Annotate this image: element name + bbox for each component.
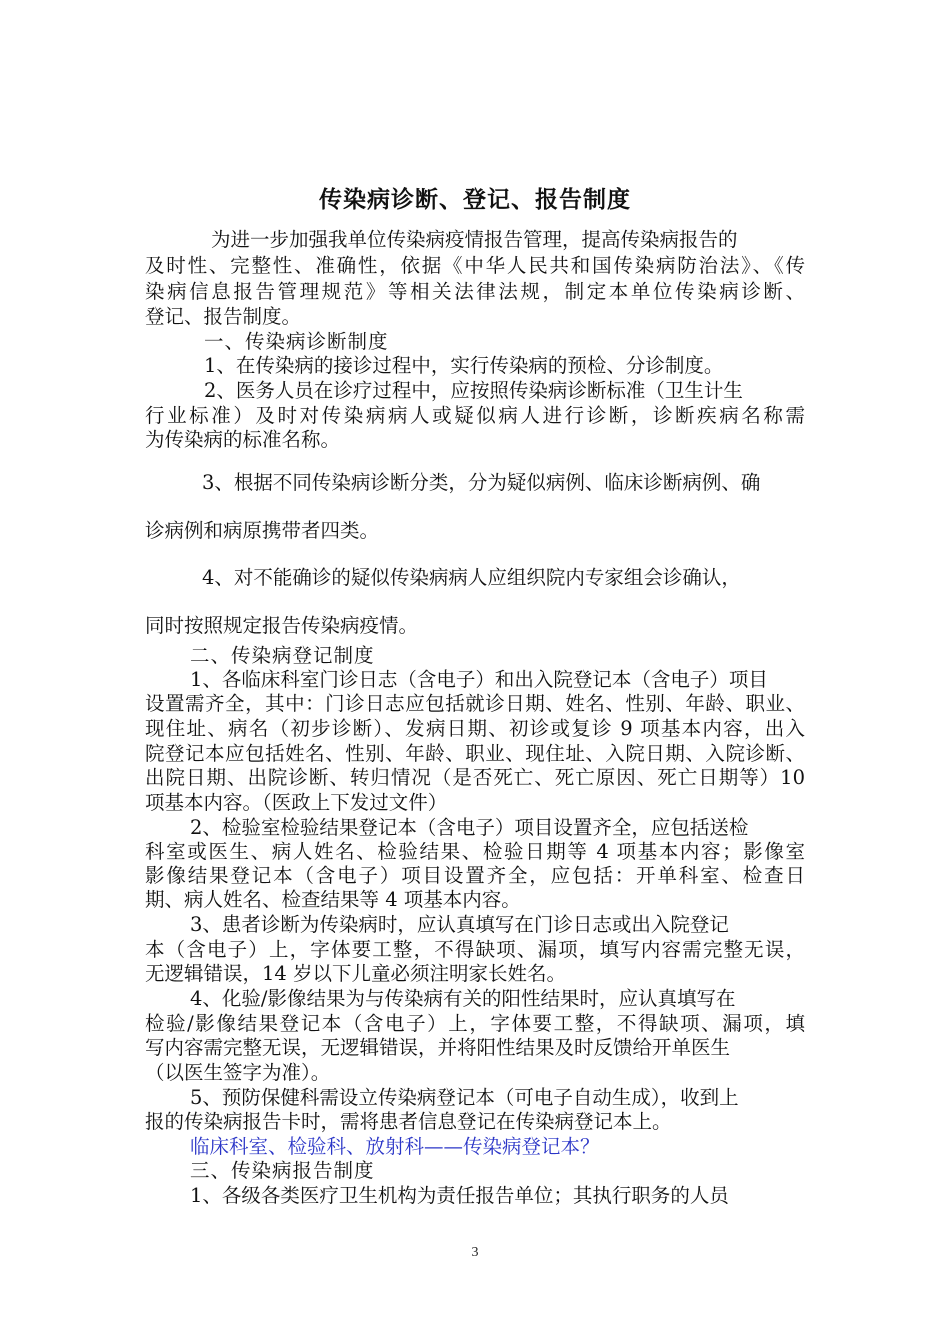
- section2-line-6: 项基本内容。（医政上下发过文件）: [145, 791, 448, 814]
- document-title: 传染病诊断、登记、报告制度: [319, 187, 631, 213]
- section1-line-6: 诊病例和病原携带者四类。: [145, 519, 380, 542]
- section2-line-10: 期、病人姓名、检查结果等 4 项基本内容。: [145, 888, 521, 911]
- section2-line-17: （以医生签字为准）。: [145, 1061, 331, 1084]
- section1-heading: 一、传染病诊断制度: [204, 330, 389, 353]
- page-number: 3: [471, 1245, 479, 1260]
- section2-line-2: 设置需齐全，其中：门诊日志应包括就诊日期、姓名、性别、年龄、职业、: [145, 692, 805, 715]
- section2-line-15: 检验/影像结果登记本（含电子）上，字体要工整，不得缺项、漏项，填: [145, 1012, 805, 1035]
- intro-line-3: 染病信息报告管理规范》等相关法律法规，制定本单位传染病诊断、: [145, 280, 805, 303]
- section2-line-19: 报的传染病报告卡时，需将患者信息登记在传染病登记本上。: [145, 1110, 672, 1133]
- section2-line-14: 4、化验/影像结果为与传染病有关的阳性结果时，应认真填写在: [190, 987, 736, 1010]
- section2-line-5: 出院日期、出院诊断、转归情况（是否死亡、死亡原因、死亡日期等）10: [145, 766, 805, 789]
- section2-line-12: 本（含电子）上，字体要工整，不得缺项、漏项，填写内容需完整无误，: [145, 938, 805, 961]
- intro-line-2: 及时性、完整性、准确性，依据《中华人民共和国传染病防治法》、《传: [145, 254, 805, 277]
- section3-heading: 三、传染病报告制度: [190, 1159, 375, 1182]
- section1-line-4: 为传染病的标准名称。: [145, 428, 341, 451]
- section2-line-11: 3、患者诊断为传染病时，应认真填写在门诊日志或出入院登记: [190, 913, 729, 936]
- section2-line-1: 1、各临床科室门诊日志（含电子）和出入院登记本（含电子）项目: [190, 668, 768, 691]
- section1-line-1: 1、在传染病的接诊过程中，实行传染病的预检、分诊制度。: [204, 354, 724, 377]
- intro-line-4: 登记、报告制度。: [145, 305, 302, 328]
- section2-note: 临床科室、检验科、放射科——传染病登记本？: [190, 1135, 600, 1158]
- section3-line-1: 1、各级各类医疗卫生机构为责任报告单位；其执行职务的人员: [190, 1184, 729, 1207]
- intro-line-1: 为进一步加强我单位传染病疫情报告管理，提高传染病报告的: [211, 228, 738, 251]
- section1-line-8: 同时按照规定报告传染病疫情。: [145, 614, 419, 637]
- section1-line-2: 2、医务人员在诊疗过程中，应按照传染病诊断标准（卫生计生: [204, 379, 743, 402]
- section2-line-4: 院登记本应包括姓名、性别、年龄、职业、现住址、入院日期、入院诊断、: [145, 742, 805, 765]
- section2-line-18: 5、预防保健科需设立传染病登记本（可电子自动生成），收到上: [190, 1086, 739, 1109]
- section2-line-8: 科室或医生、病人姓名、检验结果、检验日期等 4 项基本内容；影像室: [145, 840, 805, 863]
- section2-line-13: 无逻辑错误，14 岁以下儿童必须注明家长姓名。: [145, 962, 567, 985]
- section1-line-7: 4、对不能确诊的疑似传染病病人应组织院内专家组会诊确认，: [202, 566, 741, 589]
- section2-line-9: 影像结果登记本（含电子）项目设置齐全，应包括：开单科室、检查日: [145, 864, 805, 887]
- section2-heading: 二、传染病登记制度: [190, 644, 375, 667]
- section1-line-5: 3、根据不同传染病诊断分类，分为疑似病例、临床诊断病例、确: [202, 471, 761, 494]
- section2-line-7: 2、检验室检验结果登记本（含电子）项目设置齐全，应包括送检: [190, 816, 749, 839]
- section2-line-16: 写内容需完整无误，无逻辑错误，并将阳性结果及时反馈给开单医生: [145, 1036, 731, 1059]
- section1-line-3: 行业标准）及时对传染病病人或疑似病人进行诊断，诊断疾病名称需: [145, 404, 805, 427]
- section2-line-3: 现住址、病名（初步诊断）、发病日期、初诊或复诊 9 项基本内容，出入: [145, 717, 805, 740]
